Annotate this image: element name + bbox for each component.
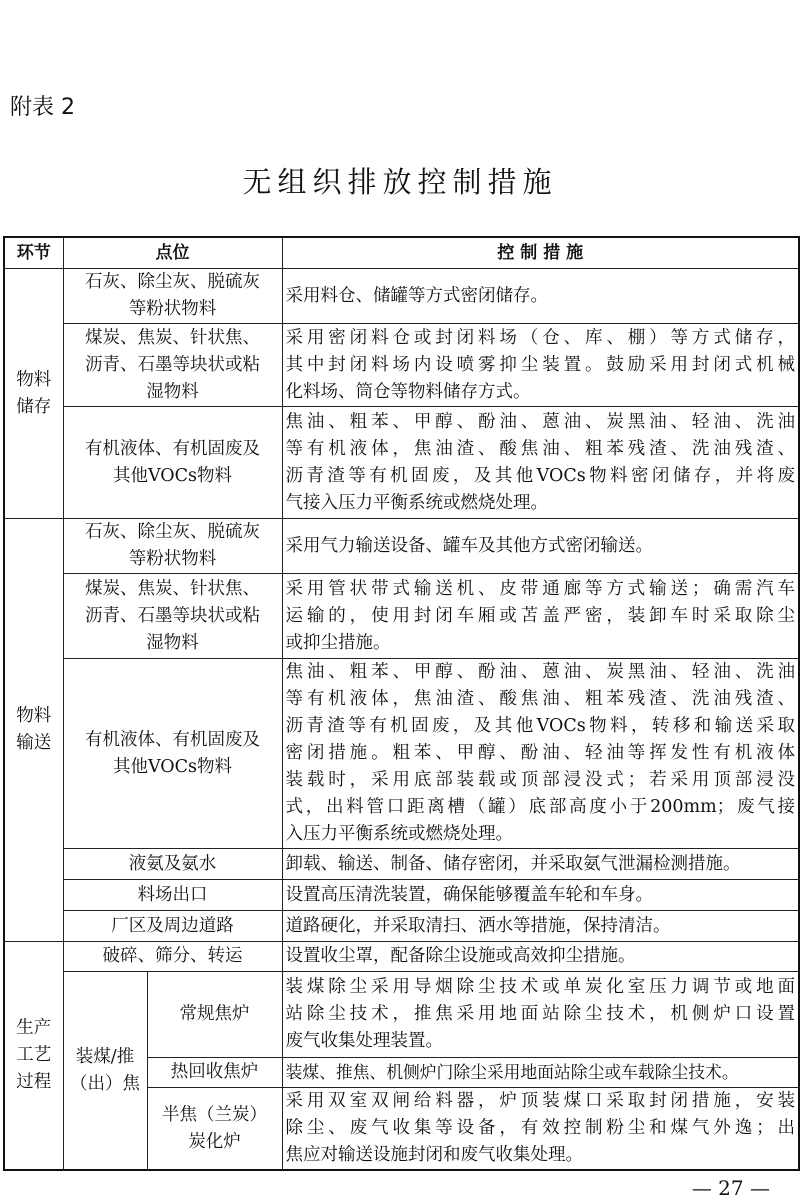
point-cell	[63, 407, 282, 519]
table-row	[4, 659, 799, 849]
measure-cell	[282, 972, 799, 1058]
table-row	[4, 911, 799, 942]
text-line: 有机液体、有机固废及	[85, 438, 260, 459]
text-line: 工艺	[16, 1045, 52, 1065]
text-line: 采用双室双闸给料器，炉顶装煤口采取封闭措施，安装	[285, 1091, 795, 1111]
point-cell	[147, 972, 282, 1058]
measure-cell	[282, 519, 799, 574]
text-line: 装载时，采用底部装载或顶部浸没式；若采用顶部浸没	[285, 770, 795, 790]
text-line: 储存	[16, 396, 52, 417]
text-line: 生产	[16, 1018, 52, 1038]
text-line: 气接入压力平衡系统或燃烧处理。	[285, 492, 548, 513]
point-cell	[63, 519, 282, 574]
text-line: 湿物料	[146, 381, 199, 402]
text-line: 装煤除尘采用导烟除尘技术或单炭化室压力调节或地面	[285, 977, 795, 997]
text-line: 煤炭、焦炭、针状焦、	[85, 327, 260, 348]
text-line: 石灰、除尘灰、脱硫灰	[85, 272, 260, 292]
table-row	[4, 849, 799, 880]
text-line: 等有机液体，焦油渣、酸焦油、粗苯残渣、洗油残渣、	[285, 438, 795, 459]
measure-cell	[282, 880, 799, 911]
text-line: 过程	[16, 1072, 52, 1092]
text-line: 半焦（兰炭）	[162, 1104, 267, 1125]
page-number: — 27 —	[691, 1176, 770, 1200]
text-line: 废气收集处理装置。	[285, 1031, 443, 1051]
text-line: 设置收尘罩，配备除尘设施或高效抑尘措施。	[285, 946, 636, 966]
table-row	[4, 269, 799, 324]
text-line: 设置高压清洗装置，确保能够覆盖车轮和车身。	[285, 884, 653, 905]
text-line: 采用气力输送设备、罐车及其他方式密闭输送。	[285, 535, 653, 556]
text-line: 入压力平衡系统或燃烧处理。	[285, 824, 513, 844]
text-line: 道路硬化，并采取清扫、洒水等措施，保持清洁。	[285, 915, 671, 936]
text-line: 厂区及周边道路	[111, 915, 234, 936]
measure-cell	[282, 324, 799, 407]
text-line: 其他VOCs物料	[112, 465, 233, 486]
point-cell	[147, 1088, 282, 1171]
point-cell	[63, 880, 282, 911]
control-measures-table	[3, 236, 800, 1171]
text-line: 装煤/推	[75, 1046, 135, 1067]
text-line: 煤炭、焦炭、针状焦、	[85, 578, 260, 599]
text-line: 沥青、石墨等块状或粘	[85, 354, 260, 375]
measure-cell	[282, 659, 799, 849]
text-line: 物料	[16, 706, 52, 726]
text-line: 焦油、粗苯、甲醇、酚油、蒽油、炭黑油、轻油、洗油	[285, 662, 795, 682]
text-line: 输送	[16, 733, 52, 753]
measure-cell	[282, 1058, 799, 1088]
text-line: 热回收焦炉	[170, 1062, 259, 1082]
text-line: 卸载、输送、制备、储存密闭，并采取氨气泄漏检测措施。	[285, 853, 741, 874]
text-line: 其他VOCs物料	[112, 756, 233, 777]
table-row	[4, 324, 799, 407]
measure-cell	[282, 407, 799, 519]
text-line: 料场出口	[137, 884, 208, 905]
text-line: 焦油、粗苯、甲醇、酚油、蒽油、炭黑油、轻油、洗油	[285, 411, 795, 432]
text-line: 石灰、除尘灰、脱硫灰	[85, 522, 260, 542]
text-line: 物料	[16, 369, 52, 390]
table-row	[4, 574, 799, 659]
text-line: 装煤、推焦、机侧炉门除尘采用地面站除尘或车载除尘技术。	[285, 1062, 739, 1082]
text-line: 等粉状物料	[128, 549, 217, 569]
text-line: 破碎、筛分、转运	[102, 946, 243, 966]
table-row	[4, 972, 799, 1058]
text-line: 化料场、筒仓等物料储存方式。	[285, 381, 531, 402]
point-cell	[147, 1058, 282, 1088]
text-line: 采用料仓、储罐等方式密闭储存。	[285, 285, 548, 306]
point-cell	[63, 659, 282, 849]
text-line: 沥青渣等有机固废，及其他VOCs物料，转移和输送采取	[285, 716, 795, 736]
text-line: 站除尘技术，推焦采用地面站除尘技术，机侧炉口设置	[285, 1004, 795, 1024]
point-cell	[63, 574, 282, 659]
table-row	[4, 407, 799, 519]
measure-cell	[282, 911, 799, 942]
text-line: 沥青渣等有机固废，及其他VOCs物料密闭储存，并将废	[285, 465, 795, 486]
point-cell	[63, 911, 282, 942]
text-line: 炭化炉	[188, 1131, 241, 1152]
text-line: 密闭措施。粗苯、甲醇、酚油、轻油等挥发性有机液体	[285, 743, 795, 763]
text-line: 湿物料	[146, 632, 199, 653]
text-line: 等粉状物料	[128, 299, 217, 319]
text-line: 等有机液体，焦油渣、酸焦油、粗苯残渣、洗油残渣、	[285, 689, 795, 709]
text-line: 沥青、石墨等块状或粘	[85, 605, 260, 626]
point-cell	[63, 942, 282, 972]
measure-cell	[282, 574, 799, 659]
stage-cell	[4, 519, 63, 942]
measure-cell	[282, 1088, 799, 1171]
text-line: 焦应对输送设施封闭和废气收集处理。	[285, 1145, 583, 1165]
table-row	[4, 880, 799, 911]
text-line: 其中封闭料场内设喷雾抑尘装置。鼓励采用封闭式机械	[285, 354, 795, 375]
text-line: 或抑尘措施。	[285, 632, 391, 653]
point-cell	[63, 269, 282, 324]
text-line: 运输的，使用封闭车厢或苫盖严密，装卸车时采取除尘	[285, 605, 795, 626]
measure-cell	[282, 849, 799, 880]
point-cell	[63, 324, 282, 407]
appendix-label: 附表 2	[10, 95, 75, 120]
point-cell	[63, 849, 282, 880]
page-title: 无组织排放控制措施	[242, 165, 558, 199]
table-row	[4, 519, 799, 574]
table-header	[4, 237, 799, 269]
text-line: 常规焦炉	[179, 1004, 250, 1024]
header-measure: 控 制 措 施	[282, 237, 799, 269]
text-line: 式，出料管口距离槽（罐）底部高度小于200mm；废气接	[285, 797, 795, 817]
header-point: 点位	[63, 237, 282, 269]
table-row	[4, 942, 799, 972]
text-line: 有机液体、有机固废及	[85, 729, 260, 750]
text-line: 采用管状带式输送机、皮带通廊等方式输送；确需汽车	[285, 578, 795, 599]
measure-cell	[282, 942, 799, 972]
text-line: 除尘、废气收集等设备，有效控制粉尘和煤气外逸；出	[285, 1118, 795, 1138]
text-line: （出）焦	[70, 1073, 140, 1094]
measure-cell	[282, 269, 799, 324]
coking-group-cell	[63, 972, 147, 1171]
text-line: 液氨及氨水	[128, 853, 217, 874]
text-line: 采用密闭料仓或封闭料场（仓、库、棚）等方式储存，	[285, 327, 795, 348]
stage-cell	[4, 269, 63, 519]
header-stage: 环节	[4, 237, 63, 269]
stage-cell	[4, 942, 63, 1171]
